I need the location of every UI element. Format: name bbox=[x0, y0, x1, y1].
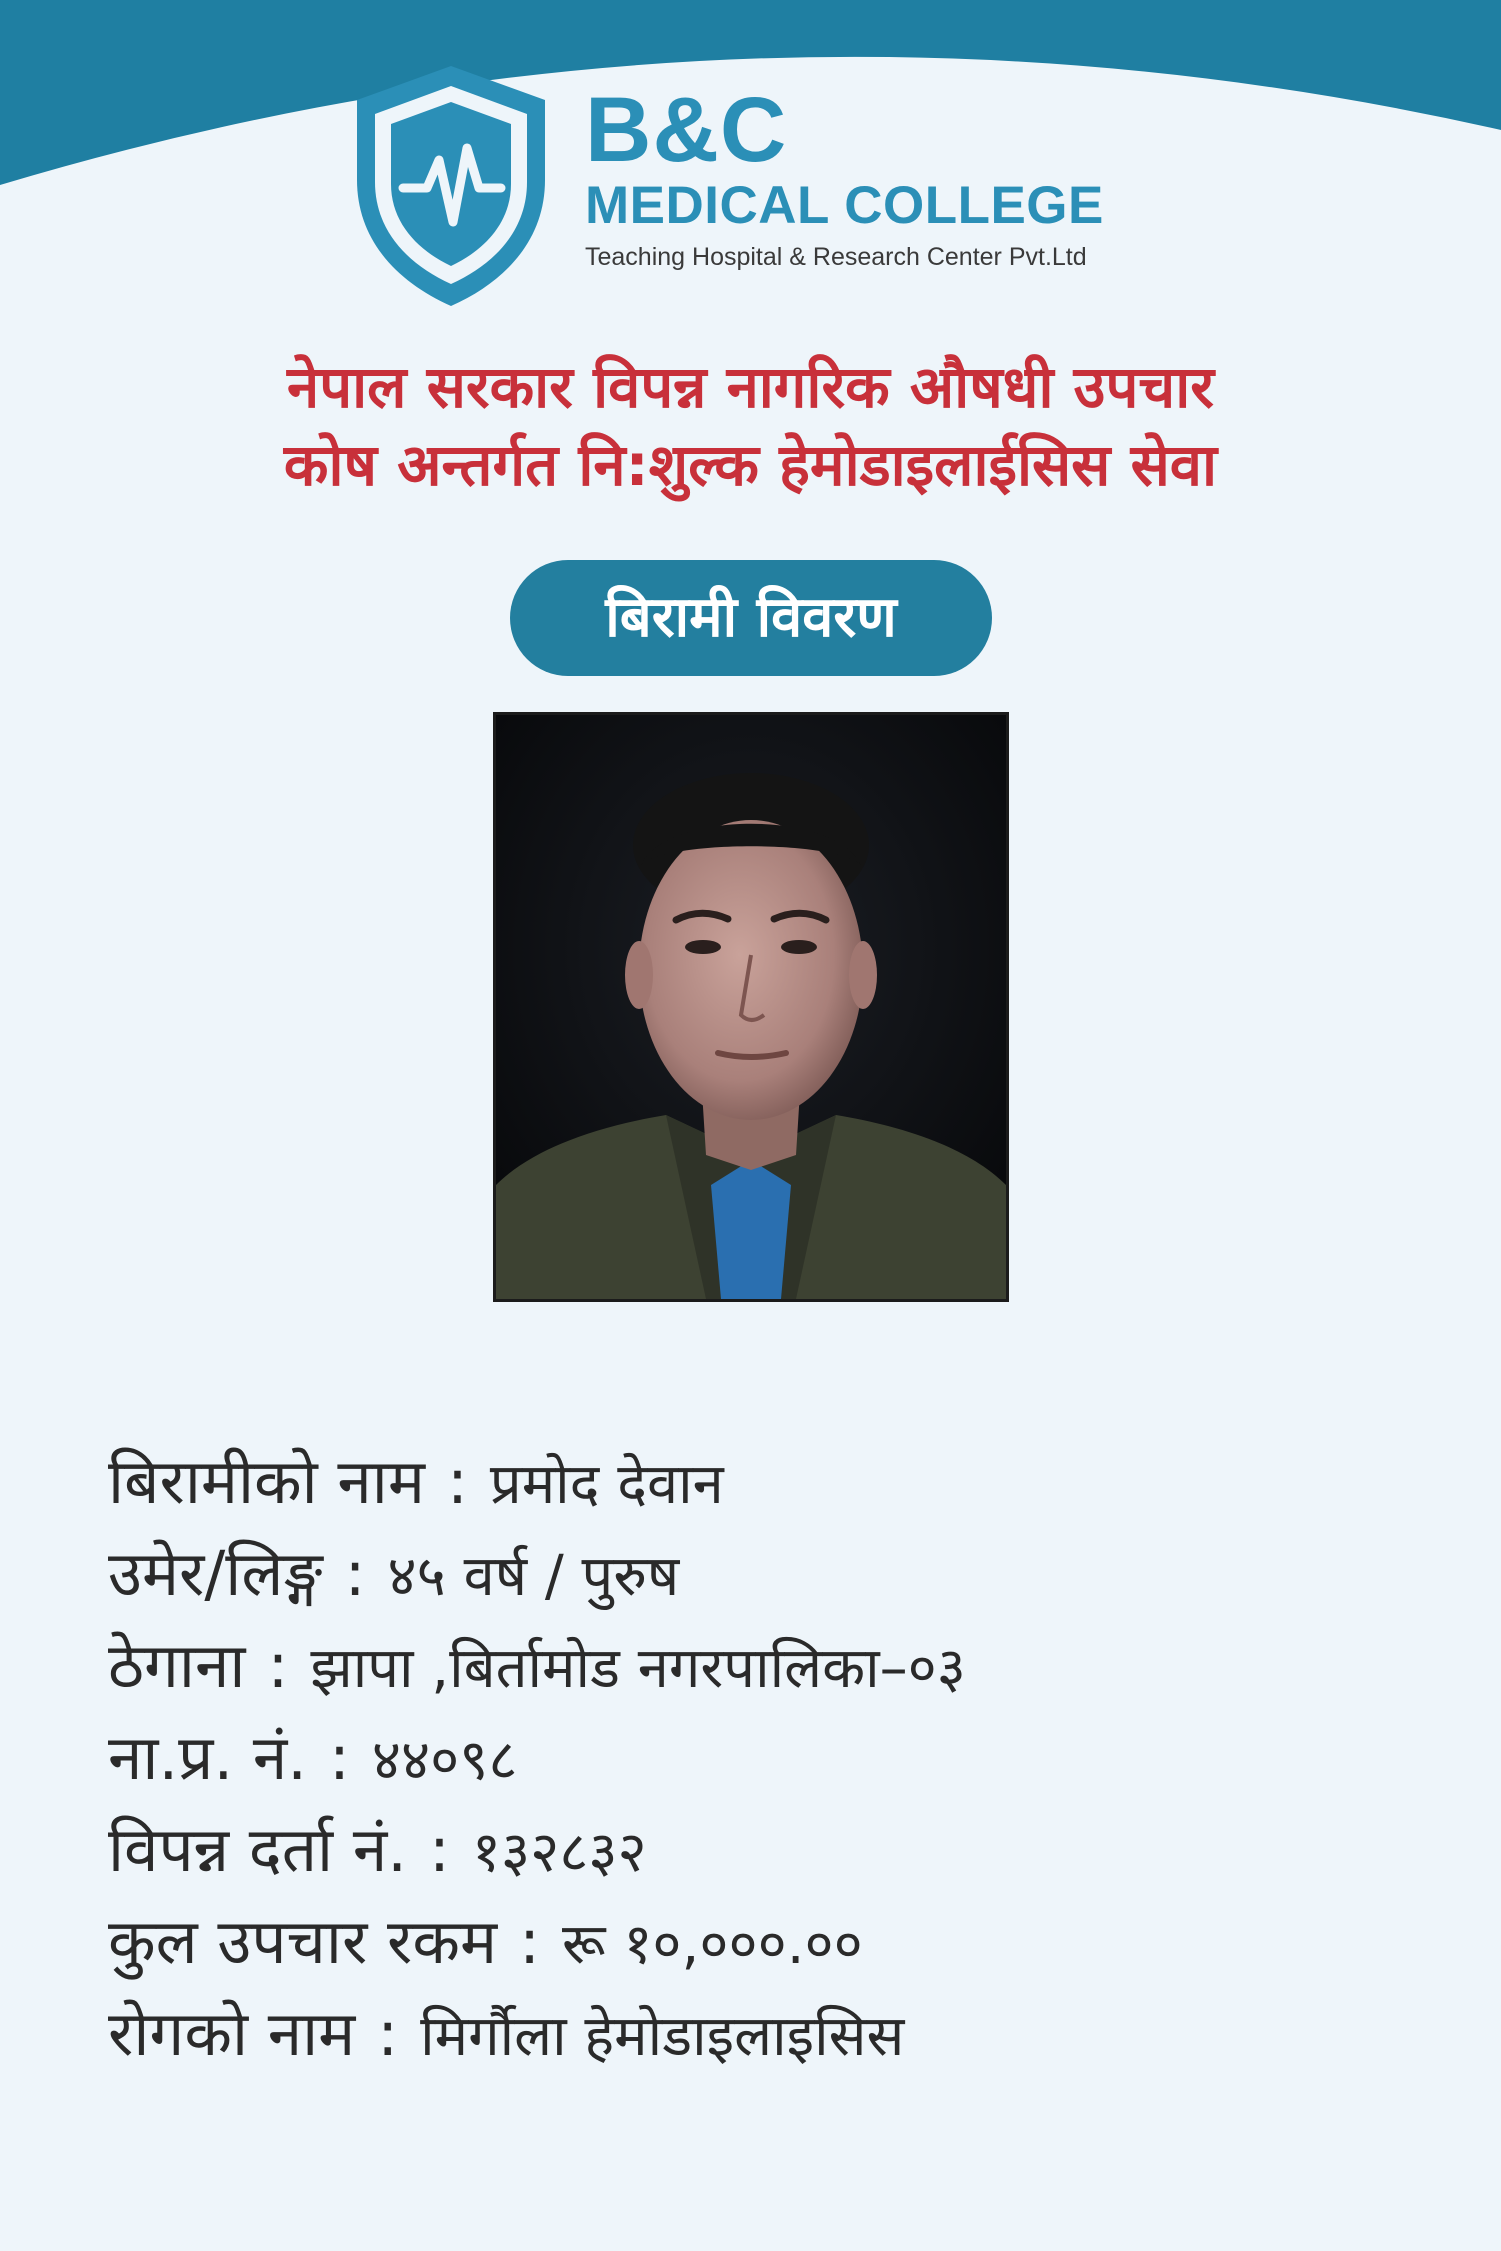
disease-separator: : bbox=[377, 1997, 399, 2070]
brand-tagline: Teaching Hospital & Research Center Pvt.Ltd bbox=[585, 243, 1087, 271]
registration-value: १३२८३२ bbox=[471, 1820, 647, 1885]
name-label: बिरामीको नाम bbox=[108, 1445, 425, 1518]
detail-row-name bbox=[108, 1436, 1428, 1528]
brand-name-line1: B&C bbox=[585, 79, 788, 181]
patient-photo bbox=[493, 712, 1009, 1302]
disease-value: मिर्गौला हेमोडाइलाइसिस bbox=[420, 2004, 905, 2069]
citizenship-separator: : bbox=[329, 1721, 350, 1794]
citizenship-label: ना.प्र. नं. bbox=[108, 1721, 307, 1794]
address-label: ठेगाना bbox=[108, 1629, 246, 1702]
disease-label: रोगको नाम bbox=[108, 1997, 356, 2070]
brand-name-line2: MEDICAL COLLEGE bbox=[585, 176, 1104, 235]
amount-separator: : bbox=[519, 1905, 540, 1978]
age-gender-value: ४५ वर्ष / पुरुष bbox=[387, 1544, 680, 1609]
headline-line1: नेपाल सरकार विपन्न नागरिक औषधी उपचार bbox=[287, 353, 1214, 421]
name-value: प्रमोद देवान bbox=[489, 1452, 724, 1517]
headline-line2: कोष अन्तर्गत नि:शुल्क हेमोडाइलाईसिस सेवा bbox=[283, 431, 1218, 499]
amount-value: रू १०,०००.०० bbox=[562, 1912, 863, 1977]
address-separator: : bbox=[267, 1629, 289, 1702]
amount-label: कुल उपचार रकम bbox=[108, 1905, 498, 1978]
detail-row-disease bbox=[108, 1988, 1428, 2080]
shield-logo-icon bbox=[345, 60, 557, 310]
detail-row-registration bbox=[108, 1804, 1428, 1896]
patient-portrait-image bbox=[496, 715, 1006, 1299]
detail-row-age-gender bbox=[108, 1528, 1428, 1620]
age-gender-label: उमेर/लिङ्ग bbox=[108, 1537, 323, 1610]
program-headline bbox=[0, 348, 1501, 504]
detail-row-address bbox=[108, 1620, 1428, 1712]
patient-details bbox=[108, 1436, 1428, 2080]
registration-separator: : bbox=[428, 1813, 450, 1886]
registration-label: विपन्न दर्ता नं. bbox=[108, 1813, 407, 1886]
section-title-badge: बिरामी विवरण bbox=[510, 560, 992, 676]
detail-row-citizenship bbox=[108, 1712, 1428, 1804]
citizenship-value: ४४०९८ bbox=[371, 1728, 518, 1793]
address-value: झापा ,बिर्तामोड नगरपालिका–०३ bbox=[310, 1636, 966, 1701]
header bbox=[345, 60, 1165, 320]
brand-text bbox=[585, 80, 1185, 274]
detail-row-amount bbox=[108, 1896, 1428, 1988]
name-separator: : bbox=[446, 1445, 468, 1518]
age-gender-separator: : bbox=[344, 1537, 366, 1610]
